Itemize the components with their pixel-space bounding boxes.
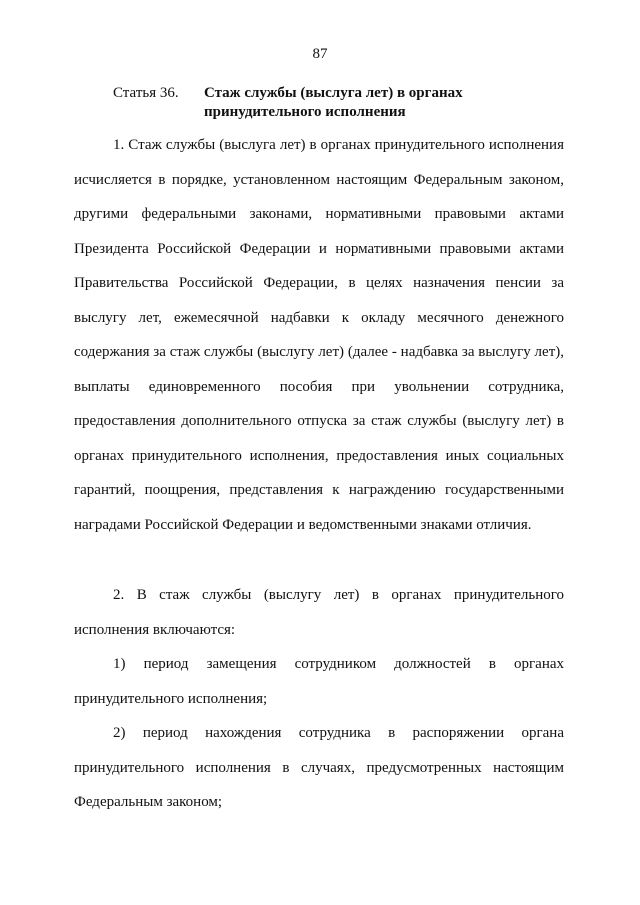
paragraph-2: 2. В стаж службы (выслугу лет) в органах принудительного исполнения включаются:: [74, 587, 564, 638]
page-number: 87: [312, 46, 328, 62]
list-item-2: 2) период нахождения сотрудника в распоряжении органа принудительного исполнения в случаях, предусмотренных настоящим Федеральным законом;: [74, 725, 564, 810]
article-label: Статья 36.: [113, 85, 179, 101]
article-title: Стаж службы (выслуга лет) в органах принудительного исполнения: [204, 85, 463, 120]
list-item-1: 1) период замещения сотрудником должностей в органах принудительного исполнения;: [74, 656, 564, 707]
paragraph-1: 1. Стаж службы (выслуга лет) в органах принудительного исполнения исчисляется в порядке, установленном настоящим Федеральным законом, другими федеральными законами, нормативными правовыми актами Президента Российской Федерации и нормативными правовыми актами Правительства Российской Федерации, в целях назначения пенсии за выслугу лет, ежемесячной надбавки к окладу месячного денежного содержания за стаж службы (выслугу лет) (далее - надбавка за выслугу лет), выплаты единовременного пособия при увольнении сотрудника, предоставления дополнительного отпуска за стаж службы (выслугу лет) в органах принудительного исполнения, предоставления иных социальных гарантий, поощрения, представления к награждению государственными наградами Российской Федерации и ведомственными знаками отличия.: [74, 137, 564, 533]
